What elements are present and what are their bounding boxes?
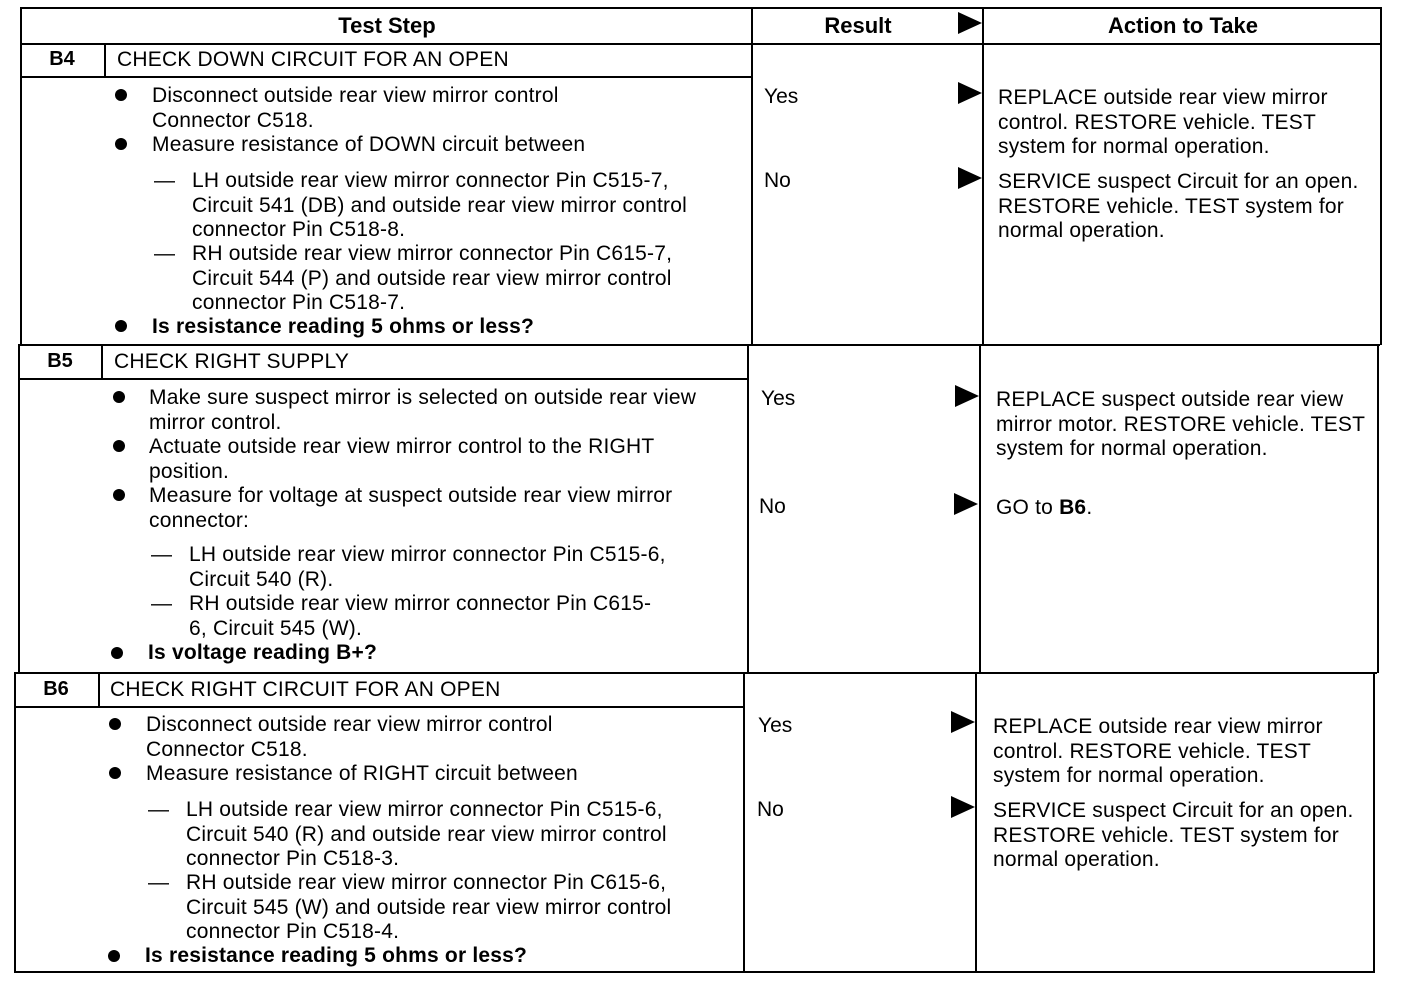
step-bullet: Measure for voltage at suspect outside rear view mirror connector: [149, 484, 673, 532]
step-sub-item: RH outside rear view mirror connector Pin C615-7, Circuit 544 (P) and outside rear view mirror control connector Pin C518-7. [192, 242, 673, 314]
header-arrow-icon [958, 12, 982, 34]
action-text: SERVICE suspect Circuit for an open. RESTORE vehicle. TEST system for normal operation. [998, 170, 1359, 242]
action-text [996, 496, 1376, 521]
step-title: CHECK DOWN CIRCUIT FOR AN OPEN [117, 48, 509, 71]
step-bullet: Make sure suspect mirror is selected on outside rear view mirror control. [149, 386, 697, 434]
row-sep-b4-b5 [18, 344, 1380, 346]
step-sub-item: LH outside rear view mirror connector Pin C515-7, Circuit 541 (DB) and outside rear view mirror control connector Pin C518-8. [192, 169, 687, 241]
step-sub-item: LH outside rear view mirror connector Pin C515-6, Circuit 540 (R). [189, 543, 666, 591]
step-sub-item: RH outside rear view mirror connector Pin C615-6, Circuit 545 (W) and outside rear view mirror control connector Pin C518-4. [186, 871, 672, 943]
step-code: B4 [49, 48, 75, 70]
result-yes: Yes [758, 714, 793, 737]
bullet-icon [109, 718, 121, 730]
result-yes: Yes [764, 85, 799, 108]
bullet-icon [115, 320, 127, 332]
right-border [1380, 7, 1382, 345]
action-ref: B6 [1059, 496, 1087, 519]
action-prefix: GO to [996, 496, 1060, 519]
result-arrow-icon [954, 493, 978, 515]
dash-icon: — [154, 169, 175, 192]
result-arrow-icon [951, 796, 975, 818]
bullet-icon [108, 950, 120, 962]
dash-icon: — [148, 871, 169, 894]
bullet-icon [113, 391, 125, 403]
step-bullet: Measure resistance of DOWN circuit between [152, 133, 586, 156]
step-question: Is resistance reading 5 ohms or less? [145, 944, 528, 967]
action-text: SERVICE suspect Circuit for an open. RESTORE vehicle. TEST system for normal operation. [993, 799, 1354, 871]
step-bullet: Actuate outside rear view mirror control to the RIGHT position. [149, 435, 655, 483]
step-code: B6 [43, 678, 69, 700]
left-border-b6 [14, 673, 16, 973]
action-text: REPLACE outside rear view mirror control. RESTORE vehicle. TEST system for normal operation. [993, 715, 1323, 787]
col-divider-1c [743, 673, 745, 973]
action-text: REPLACE outside rear view mirror control. RESTORE vehicle. TEST system for normal operation. [998, 86, 1328, 158]
col-divider-2b [979, 345, 981, 673]
row-sep-b5-b6 [14, 672, 1377, 674]
dash-icon: — [151, 592, 172, 615]
step-question: Is resistance reading 5 ohms or less? [152, 315, 535, 338]
result-arrow-icon [955, 385, 979, 407]
right-border-c [1373, 673, 1375, 973]
action-suffix: . [1086, 496, 1093, 519]
bullet-icon [111, 647, 123, 659]
col-divider-1 [751, 7, 753, 345]
result-arrow-icon [951, 711, 975, 733]
result-no: No [757, 798, 784, 821]
header-result: Result [824, 13, 892, 38]
result-arrow-icon [958, 167, 982, 189]
step-bullet: Disconnect outside rear view mirror control Connector C518. [146, 713, 553, 761]
b4-code-divider [104, 43, 106, 77]
dash-icon: — [151, 543, 172, 566]
bullet-icon [115, 89, 127, 101]
bullet-icon [113, 489, 125, 501]
col-divider-2c [975, 673, 977, 973]
dash-icon: — [154, 242, 175, 265]
step-bullet: Disconnect outside rear view mirror control Connector C518. [152, 84, 559, 132]
bullet-icon [109, 767, 121, 779]
result-no: No [764, 169, 791, 192]
b6-code-divider [98, 673, 100, 707]
result-no: No [759, 495, 786, 518]
result-arrow-icon [958, 82, 982, 104]
bottom-border [14, 971, 1375, 973]
step-question: Is voltage reading B+? [148, 641, 378, 664]
step-title: CHECK RIGHT SUPPLY [114, 350, 350, 373]
bullet-icon [113, 440, 125, 452]
step-bullet: Measure resistance of RIGHT circuit between [146, 762, 578, 785]
action-text: REPLACE suspect outside rear view mirror motor. RESTORE vehicle. TEST system for normal operation. [996, 388, 1365, 460]
b6-title-bottom [14, 706, 745, 708]
result-yes: Yes [761, 387, 796, 410]
step-sub-item: RH outside rear view mirror connector Pin C615-6, Circuit 545 (W). [189, 592, 652, 640]
right-border-b [1377, 345, 1379, 673]
top-border [20, 7, 1382, 9]
dash-icon: — [148, 798, 169, 821]
left-border-b5 [18, 345, 20, 673]
b5-title-bottom [18, 378, 749, 380]
step-code: B5 [47, 350, 73, 372]
b4-title-bottom [20, 76, 753, 78]
header-test-step: Test Step [338, 13, 436, 38]
col-divider-2 [982, 7, 984, 345]
bullet-icon [115, 138, 127, 150]
header-action: Action to Take [1108, 13, 1258, 38]
step-sub-item: LH outside rear view mirror connector Pin C515-6, Circuit 540 (R) and outside rear view mirror control connector Pin C518-3. [186, 798, 667, 870]
step-title: CHECK RIGHT CIRCUIT FOR AN OPEN [110, 678, 501, 701]
col-divider-1b [747, 345, 749, 673]
